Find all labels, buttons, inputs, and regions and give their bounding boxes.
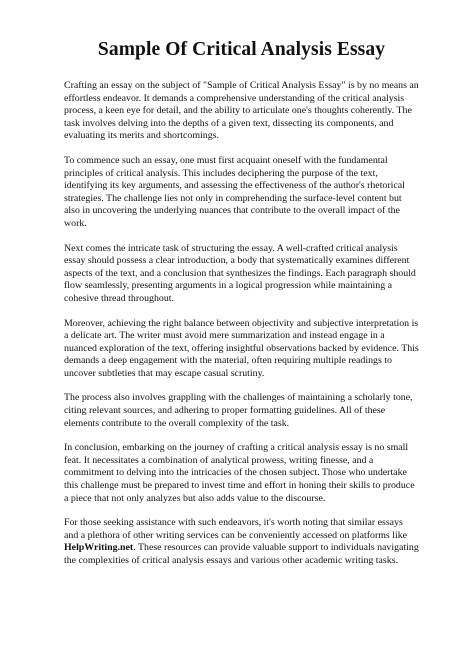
paragraph-4: Moreover, achieving the right balance between objectivity and subjective interpretation is a delicate art. The writer must avoid mere summarization and instead engage in a nuanced exploration of the text, offering insightful observations backed by evidence. This demands a deep engagement with the material, often requiring multiple readings to uncover subtleties that may escape casual scrutiny. — [64, 317, 419, 379]
helpwriting-link[interactable]: HelpWriting.net — [64, 542, 134, 554]
paragraph-5: The process also involves grappling with the challenges of maintaining a scholarly tone, citing relevant sources, and adhering to proper formatting guidelines. All of these elements contribute to the overall complexity of the task. — [64, 392, 413, 429]
paragraph-7-text-start: For those seeking assistance with such endeavors, it's worth noting that similar essays and a plethora of other writing services can be conveniently accessed on platforms like — [64, 517, 408, 541]
paragraph-2: To commence such an essay, one must first acquaint oneself with the fundamental principles of critical analysis. This includes deciphering the purpose of the text, identifying its key arguments, and assessing the effectiveness of the author's rhetorical strategies. The challenge lies not only in comprehending the surface-level content but also in uncovering the underlying nuances that contribute to the overall impact of the work. — [64, 154, 405, 229]
paragraph-1: Crafting an essay on the subject of "Sample of Critical Analysis Essay" is by no means an effortless endeavor. It demands a comprehensive understanding of the critical analysis process, a keen eye for detail, and the ability to articulate one's thoughts coherently. The task involves delving into the depths of a given text, dissecting its components, and evaluating its merits and shortcomings. — [64, 80, 419, 142]
page-title: Sample Of Critical Analysis Essay — [97, 39, 386, 60]
paragraph-3: Next comes the intricate task of structuring the essay. A well-crafted critical analysis essay should possess a clear introduction, a body that systematically examines different aspects of the text, and a conclusion that synthesizes the findings. Each paragraph should flow seamlessly, presenting arguments in a logical progression while maintaining a cohesive thread throughout. — [64, 242, 416, 304]
paragraph-6: In conclusion, embarking on the journey of crafting a critical analysis essay is no small feat. It necessitates a combination of analytical prowess, writing finesse, and a commitment to delving into the intricacies of the chosen subject. Those who undertake this challenge must be prepared to invest time and effort in honing their skills to produce a piece that not only analyzes but also adds value to the discourse. — [64, 442, 415, 504]
paragraph-7 — [64, 517, 419, 567]
paragraph-7-text-end: . These resources can provide valuable support to individuals navigating the complexities of critical analysis essays and various other academic writing tasks. — [64, 542, 419, 566]
